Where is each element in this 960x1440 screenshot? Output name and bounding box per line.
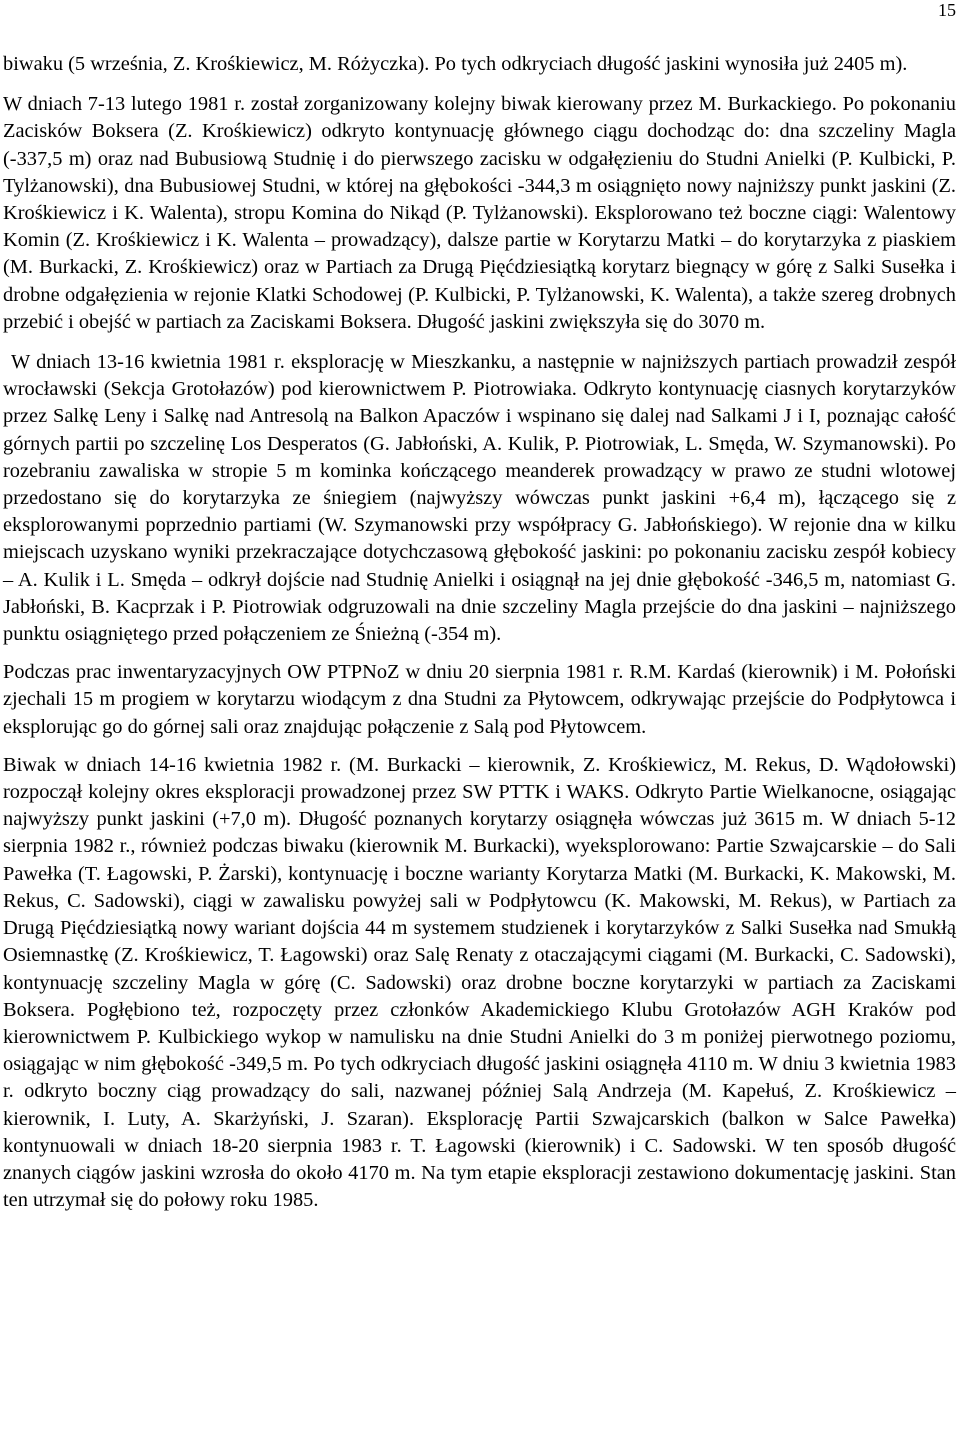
body-text [3,51,956,1214]
page-number: 15 [938,0,956,20]
paragraph-2: W dniach 7-13 lutego 1981 r. został zorganizowany kolejny biwak kierowany przez M. Burkackiego. Po pokonaniu Zacisków Boksera (Z. Krośkiewicz) odkryto kontynuację głównego ciągu dochodząc do: dna szczeliny Magla (-337,5 m) oraz nad Bubusiową Studnię i do pierwszego zacisku w odgałęzieniu do Studni Anielki (P. Kulbicki, P. Tylżanowski), dna Bubusiowej Studni, w której na głębokości -344,3 m osiągnięto nowy najniższy punkt jaskini (Z. Krośkiewicz i K. Walenta), stropu Komina do Nikąd (P. Tylżanowski). Eksplorowano też boczne ciągi: Walentowy Komin (Z. Krośkiewicz i K. Walenta – prowadzący), dalsze partie w Korytarzu Matki – do korytarzyka z piaskiem (M. Burkacki, Z. Krośkiewicz) oraz w Partiach za Drugą Pięćdziesiątką korytarz biegnący w górę z Salki Susełka i drobne odgałęzienia w rejonie Klatki Schodowej (P. Kulbicki, P. Tylżanowski, K. Walenta), a także szereg drobnych przebić i obejść w partiach za Zaciskami Boksera. Długość jaskini zwiększyła się do 3070 m. [3,93,956,333]
paragraph-4: Podczas prac inwentaryzacyjnych OW PTPNoZ w dniu 20 sierpnia 1981 r. R.M. Kardaś (kierownik) i M. Połoński zjechali 15 m progiem w korytarzu wiodącym z dna Studni za Płytowcem, odkrywając przejście do Podpłytowca i eksplorując go do górnej sali oraz znajdując połączenie z Salą pod Płytowcem. [3,661,956,738]
paragraph-3: W dniach 13-16 kwietnia 1981 r. eksplorację w Mieszkanku, a następnie w najniższych partiach prowadził zespół wrocławski (Sekcja Grotołazów) pod kierownictwem P. Piotrowiaka. Odkryto kontynuację ciasnych korytarzyków przez Salkę Leny i Salkę nad Antresolą na Balkon Apaczów i wspinano się dalej nad Salkami J i I, poznając całość górnych partii po szczelinę Los Desperatos (G. Jabłoński, A. Kulik, P. Piotrowiak, L. Smęda, W. Szymanowski). Po rozebraniu zawaliska w stropie 5 m kominka kończącego meanderek prowadzący w prawo ze studni wlotowej przedostano się do korytarzyka ze śniegiem (najwyższy wówczas punkt jaskini +6,4 m), łączącego się z eksplorowanymi poprzednio partiami (W. Szymanowski przy współpracy G. Jabłońskiego). W rejonie dna w kilku miejscach uzyskano wyniki przekraczające dotychczasową głębokość jaskini: po pokonaniu zacisku zespół kobiecy – A. Kulik i L. Smęda – odkrył dojście nad Studnię Anielki i osiągnął na jej dnie głębokość -346,5 m, natomiast G. Jabłoński, B. Kacprzak i P. Piotrowiak odgruzowali na dnie szczeliny Magla przejście do dna jaskini – najniższego punktu osiągniętego przed połączeniem ze Śnieżną (-354 m). [3,351,956,646]
paragraph-5: Biwak w dniach 14-16 kwietnia 1982 r. (M. Burkacki – kierownik, Z. Krośkiewicz, M. Rekus, D. Wądołowski) rozpoczął kolejny okres eksploracji prowadzonej przez SW PTTK i WAKS. Odkryto Partie Wielkanocne, osiągając najwyższy punkt jaskini (+7,0 m). Długość poznanych korytarzy osiągnęła wówczas już 3615 m. W dniach 5-12 sierpnia 1982 r., również podczas biwaku (kierownik M. Burkacki), wyeksplorowano: Partie Szwajcarskie – do Sali Pawełka (T. Łagowski, P. Żarski), kontynuację i boczne warianty Korytarza Matki (M. Burkacki, K. Makowski, M. Rekus, C. Sadowski), ciągi w zawalisku powyżej sali w Podpłytowcu (K. Makowski, M. Rekus), w Partiach za Drugą Pięćdziesiątką nowy wariant dojścia 44 m systemem studzienek i korytarzyków z Salki Susełka nad Smukłą Osiemnastkę (Z. Krośkiewicz, T. Łagowski) oraz Salę Renaty z otaczającymi ciągami (M. Burkacki, C. Sadowski), kontynuację szczeliny Magla w górę (C. Sadowski) oraz drobne boczne korytarzyki w partiach za Zaciskami Boksera. Pogłębiono też, rozpoczęty przez członków Akademickiego Klubu Grotołazów AGH Kraków pod kierownictwem P. Kulbickiego wykop w namulisku na dnie Studni Anielki do 3 m poniżej pierwotnego poziomu, osiągając w nim głębokość -349,5 m. Po tych odkryciach długość jaskini osiągnęła 4110 m. W dniu 3 kwietnia 1983 r. odkryto boczny ciąg prowadzący do sali, nazwanej później Salą Andrzeja (M. Kapełuś, Z. Krośkiewicz – kierownik, I. Luty, A. Skarżyński, J. Szaran). Eksplorację Partii Szwajcarskich (balkon w Salce Pawełka) kontynuowali w dniach 18-20 sierpnia 1983 r. T. Łagowski (kierownik) i C. Sadowski. W ten sposób długość znanych ciągów jaskini wzrosła do około 4170 m. Na tym etapie eksploracji zestawiono dokumentację jaskini. Stan ten utrzymał się do połowy roku 1985. [3,753,956,1212]
paragraph-1: biwaku (5 września, Z. Krośkiewicz, M. Różyczka). Po tych odkryciach długość jaskini wynosiła już 2405 m). [3,53,908,75]
